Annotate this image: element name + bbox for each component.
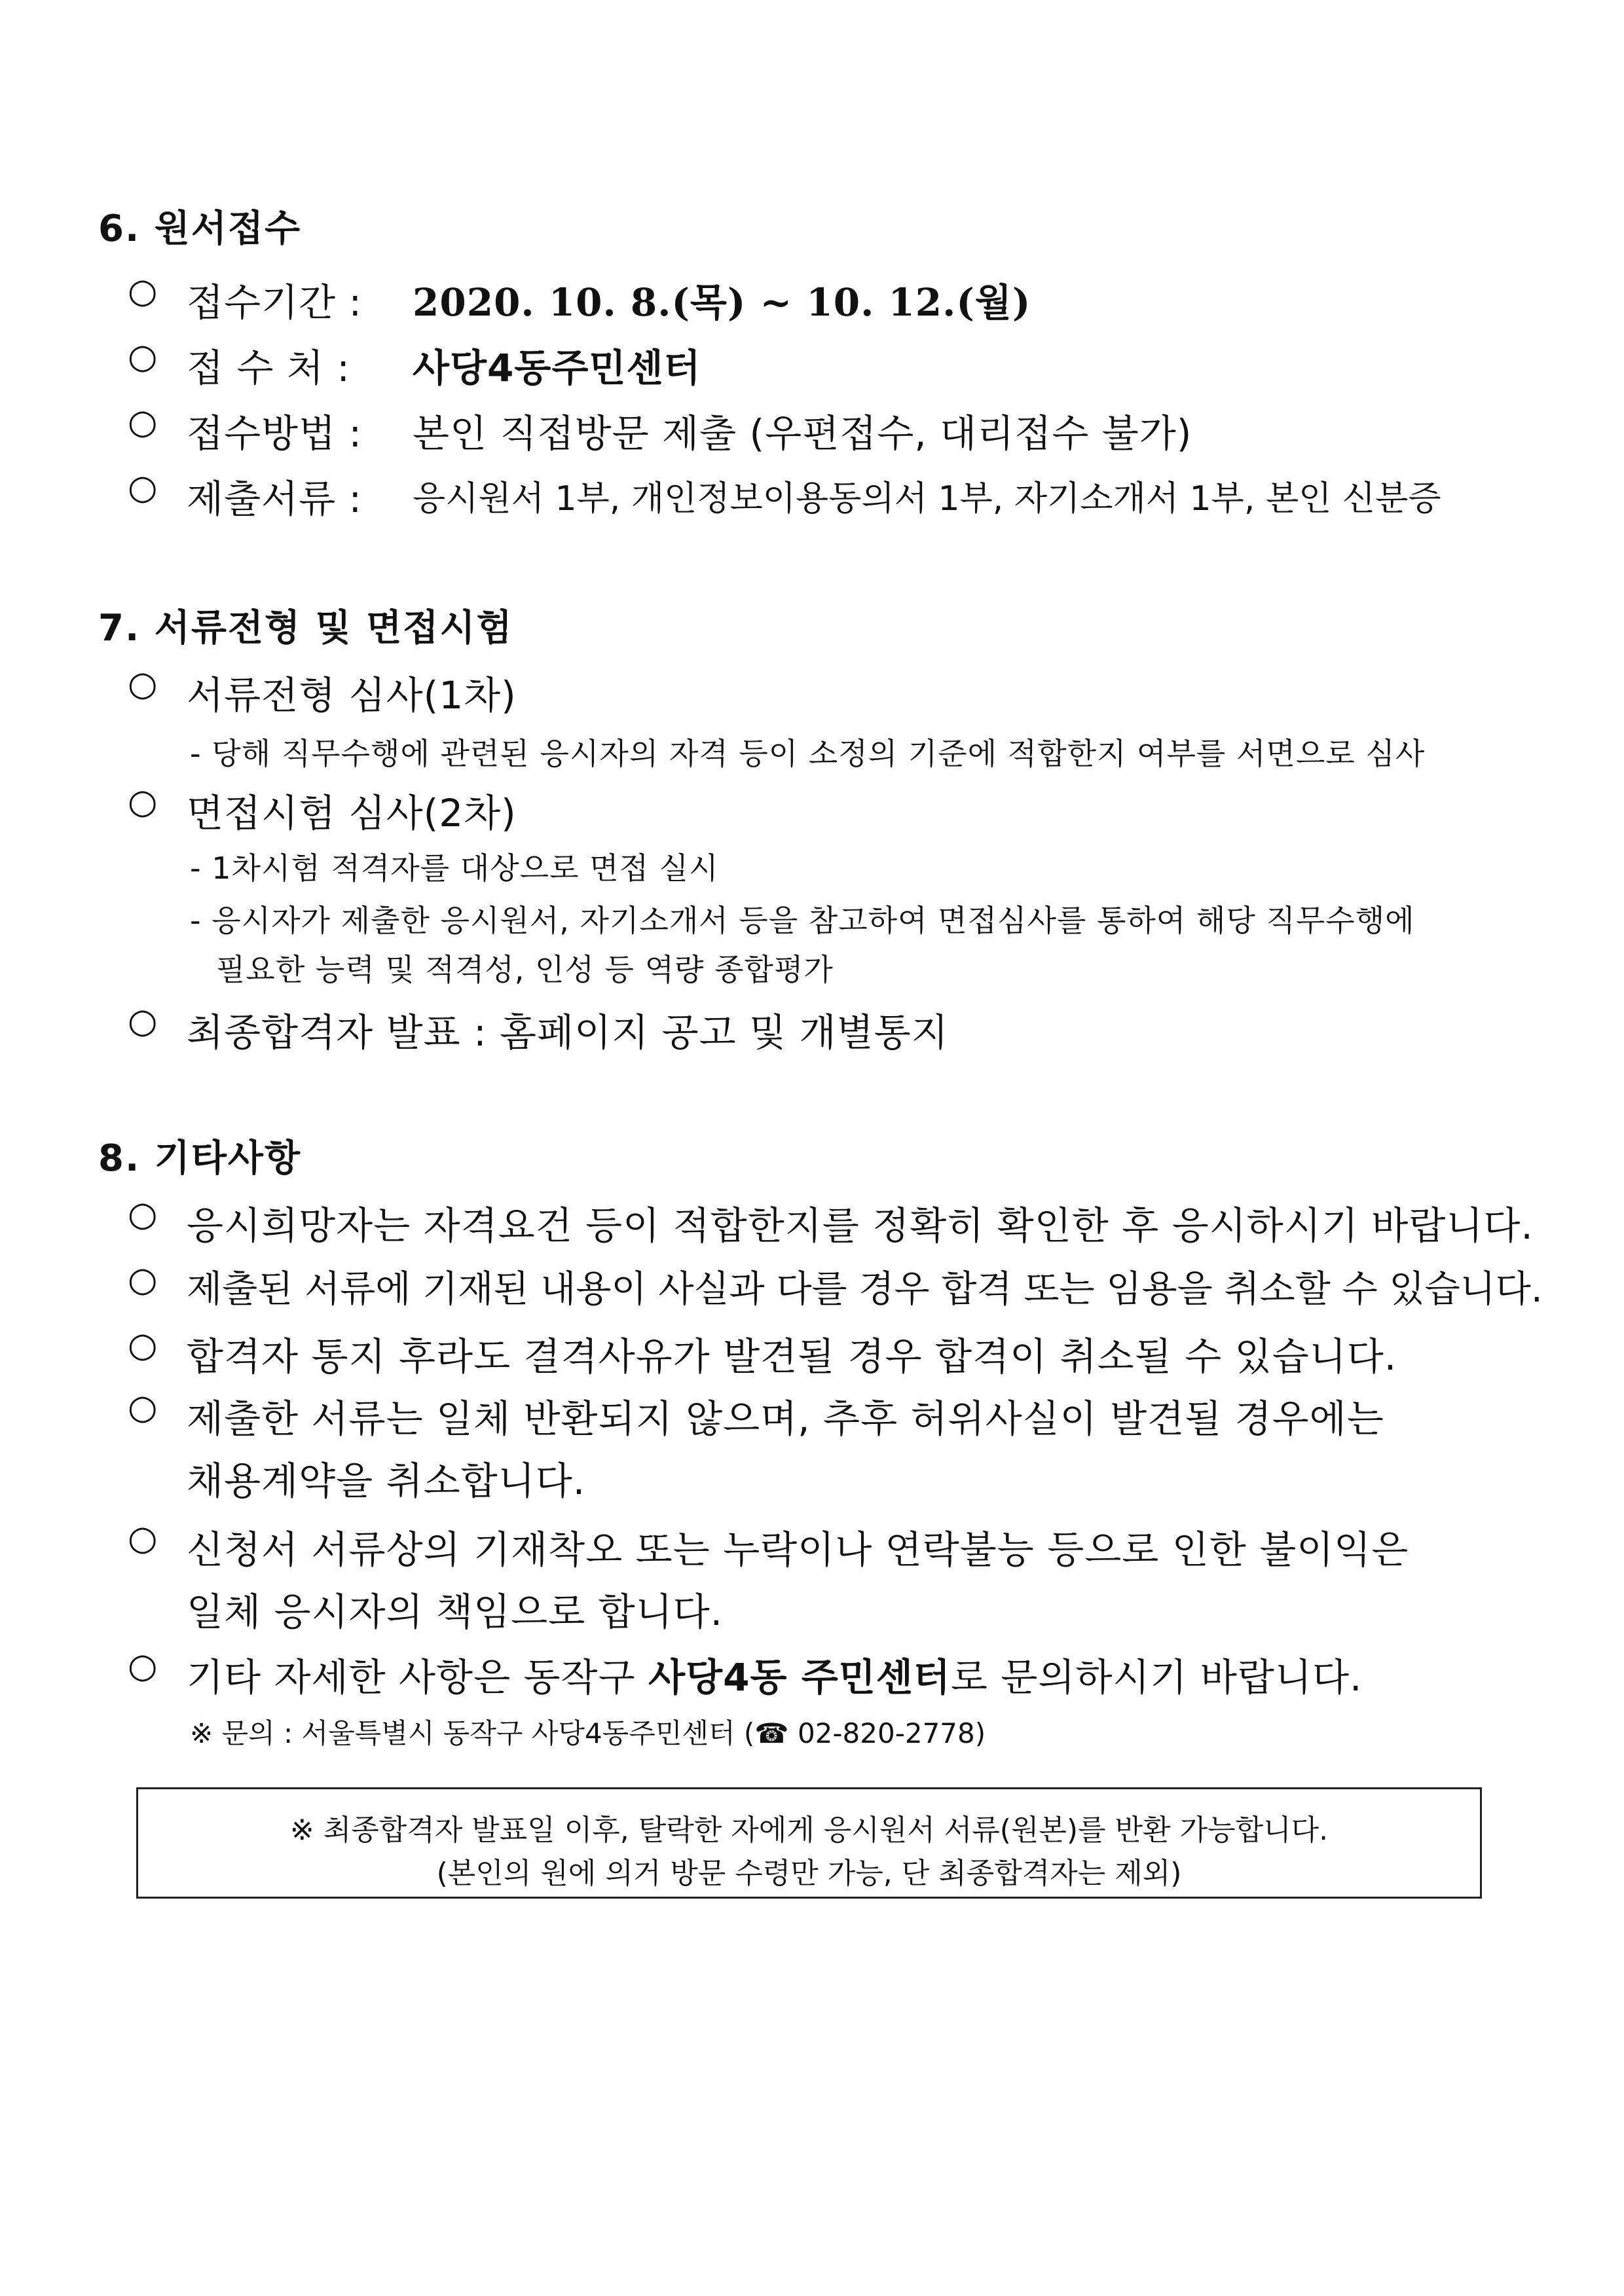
bullet-icon: ○: [128, 1647, 158, 1686]
sub-item-continuation: 필요한 능력 및 적격성, 인성 등 역량 종합평가: [216, 952, 834, 987]
item-text-emphasis: 사당4동 주민센터: [648, 1655, 951, 1700]
bullet-icon: ○: [128, 468, 158, 507]
item-text: 서류전형 심사(1차): [187, 673, 517, 718]
sub-item: - 1차시험 적격자를 대상으로 면접 실시: [190, 850, 719, 886]
section-heading-6: 6. 원서접수: [98, 208, 302, 250]
bullet-icon: ○: [128, 1519, 158, 1558]
bullet-icon: ○: [128, 665, 158, 704]
notice-line-2: (본인의 원에 의거 방문 수령만 가능, 단 최종합격자는 제외): [436, 1857, 1182, 1890]
section-heading-7: 7. 서류전형 및 면접시험: [98, 607, 513, 649]
item-text: 제출된 서류에 기재된 내용이 사실과 다를 경우 합격 또는 임용을 취소할 수 있습니다.: [187, 1268, 1543, 1311]
item-text: [187, 1647, 1362, 1702]
item-text-pre: 기타 자세한 사항은 동작구: [187, 1655, 649, 1700]
item-text: 응시희망자는 자격요건 등이 적합한지를 정확히 확인한 후 응시하시기 바랍니다.: [187, 1203, 1534, 1248]
notice-line-1: ※ 최종합격자 발표일 이후, 탈락한 자에게 응시원서 서류(원본)를 반환 가능합니다.: [289, 1813, 1329, 1847]
item-text: 제출한 서류는 일체 반환되지 않으며, 추후 허위사실이 발견될 경우에는: [187, 1396, 1384, 1441]
receipt-place-value: 사당4동주민센터: [413, 346, 701, 390]
bullet-icon: ○: [128, 1326, 158, 1365]
sub-item: - 응시자가 제출한 응시원서, 자기소개서 등을 참고하여 면접심사를 통하여 해당 직무수행에: [190, 903, 1415, 938]
notice-box: [136, 1787, 1482, 1899]
item-label: 제출서류 :: [187, 477, 363, 521]
bullet-icon: ○: [128, 1388, 158, 1427]
item-text: 합격자 통지 후라도 결격사유가 발견될 경우 합격이 취소될 수 있습니다.: [187, 1334, 1397, 1379]
section-heading-8: 8. 기타사항: [98, 1137, 302, 1180]
item-text-post: 로 문의하시기 바랍니다.: [950, 1655, 1363, 1700]
documents-value: 응시원서 1부, 개인정보이용동의서 1부, 자기소개서 1부, 본인 신분증: [413, 479, 1441, 519]
sub-item: - 당해 직무수행에 관련된 응시자의 자격 등이 소정의 기준에 적합한지 여부를 서면으로 심사: [190, 736, 1426, 771]
bullet-icon: ○: [128, 403, 158, 442]
bullet-icon: ○: [128, 337, 158, 376]
item-text: 신청서 서류상의 기재착오 또는 누락이나 연락불능 등으로 인한 불이익은: [187, 1527, 1409, 1572]
item-text: 최종합격자 발표 : 홈페이지 공고 및 개별통지: [187, 1010, 949, 1055]
list-item-continuation: 일체 응시자의 책임으로 합니다.: [187, 1590, 724, 1634]
receipt-period-value: 2020. 10. 8.(목) ~ 10. 12.(월): [413, 280, 1031, 325]
item-label: 접 수 처 :: [187, 346, 350, 390]
contact-info: ※ 문의 : 서울특별시 동작구 사당4동주민센터 (☎ 02-820-2778): [190, 1717, 986, 1749]
item-text: 면접시험 심사(2차): [187, 791, 517, 835]
item-label: 접수기간 :: [187, 280, 363, 325]
bullet-icon: ○: [128, 1002, 158, 1041]
list-item-continuation: 채용계약을 취소합니다.: [187, 1459, 586, 1503]
item-label: 접수방법 :: [187, 411, 363, 456]
bullet-icon: ○: [128, 1260, 158, 1300]
bullet-icon: ○: [128, 1195, 158, 1234]
receipt-method-value: 본인 직접방문 제출 (우편접수, 대리접수 불가): [413, 411, 1192, 456]
bullet-icon: ○: [128, 272, 158, 311]
bullet-icon: ○: [128, 782, 158, 822]
